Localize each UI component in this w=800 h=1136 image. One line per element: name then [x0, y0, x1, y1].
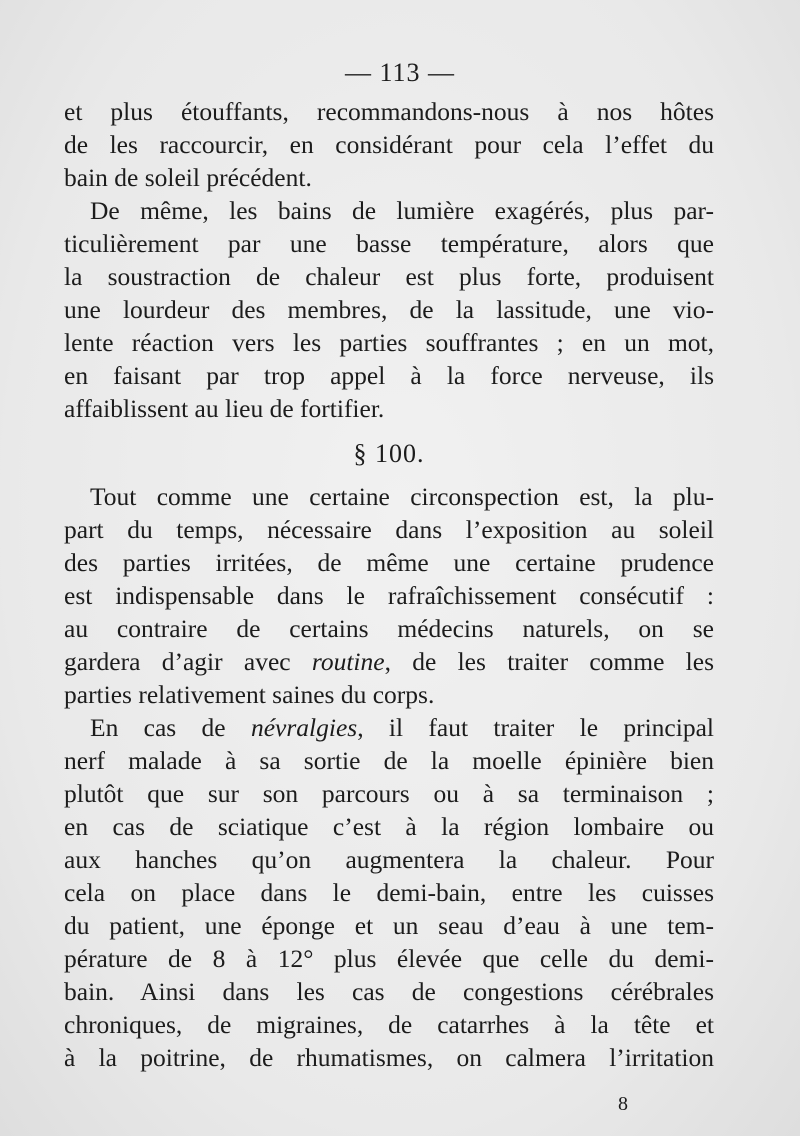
text-line: des parties irritées, de même une certaine prudence	[64, 548, 714, 577]
paragraph-group-before	[64, 95, 714, 425]
text-line: chroniques, de migraines, de catarrhes à la tête et	[64, 1010, 714, 1039]
paragraph-group-after	[64, 480, 714, 1074]
text-line: part du temps, nécessaire dans l’exposition au soleil	[64, 515, 714, 544]
text-line: et plus étouffants, recommandons-nous à nos hôtes	[64, 97, 714, 126]
signature-mark: 8	[618, 1093, 628, 1115]
paragraph	[64, 95, 714, 194]
text-line: une lourdeur des membres, de la lassitude, une vio-	[64, 295, 714, 324]
text-line: parties relativement saines du corps.	[64, 680, 435, 709]
text-line: Tout comme une certaine circonspection est, la plu-	[90, 482, 714, 511]
text-line: nerf malade à sa sortie de la moelle épinière bien	[64, 746, 714, 775]
paragraph	[64, 480, 714, 711]
text-line: de les raccourcir, en considérant pour cela l’effet du	[64, 130, 714, 159]
page-header	[0, 56, 800, 90]
text-line: De même, les bains de lumière exagérés, plus par-	[90, 196, 714, 225]
text-line: du patient, une éponge et un seau d’eau à une tem-	[64, 911, 714, 940]
text-line: la soustraction de chaleur est plus forte, produisent	[64, 262, 714, 291]
text-line: aux hanches qu’on augmentera la chaleur. Pour	[64, 845, 714, 874]
page-body	[64, 95, 714, 1074]
paragraph	[64, 194, 714, 425]
text-line: bain de soleil précédent.	[64, 163, 312, 192]
text-line: au contraire de certains médecins naturels, on se	[64, 614, 714, 643]
text-line: cela on place dans le demi-bain, entre les cuisses	[64, 878, 714, 907]
section-heading: § 100.	[353, 439, 425, 468]
text-line: lente réaction vers les parties souffrantes ; en un mot,	[64, 328, 714, 357]
text-line: plutôt que sur son parcours ou à sa terminaison ;	[64, 779, 714, 808]
italic-term: routine	[311, 647, 385, 676]
italic-term: névralgies	[250, 713, 358, 742]
text-line: à la poitrine, de rhumatismes, on calmera l’irritation	[64, 1043, 714, 1072]
text-line: affaiblissent au lieu de fortifier.	[64, 394, 385, 423]
paragraph	[64, 711, 714, 1074]
text-line: ticulièrement par une basse température, alors que	[64, 229, 714, 258]
text-line: gardera d’agir avec routine, de les traiter comme les	[64, 647, 715, 676]
text-line: pérature de 8 à 12° plus élevée que celle du demi-	[64, 944, 714, 973]
text-line: est indispensable dans le rafraîchissement consécutif :	[64, 581, 714, 610]
page-number: — 113 —	[344, 58, 456, 87]
text-line: bain. Ainsi dans les cas de congestions cérébrales	[64, 977, 714, 1006]
text-line: en faisant par trop appel à la force nerveuse, ils	[64, 361, 714, 390]
text-line: en cas de sciatique c’est à la région lombaire ou	[64, 812, 714, 841]
text-line: En cas de névralgies, il faut traiter le principal	[90, 713, 714, 742]
